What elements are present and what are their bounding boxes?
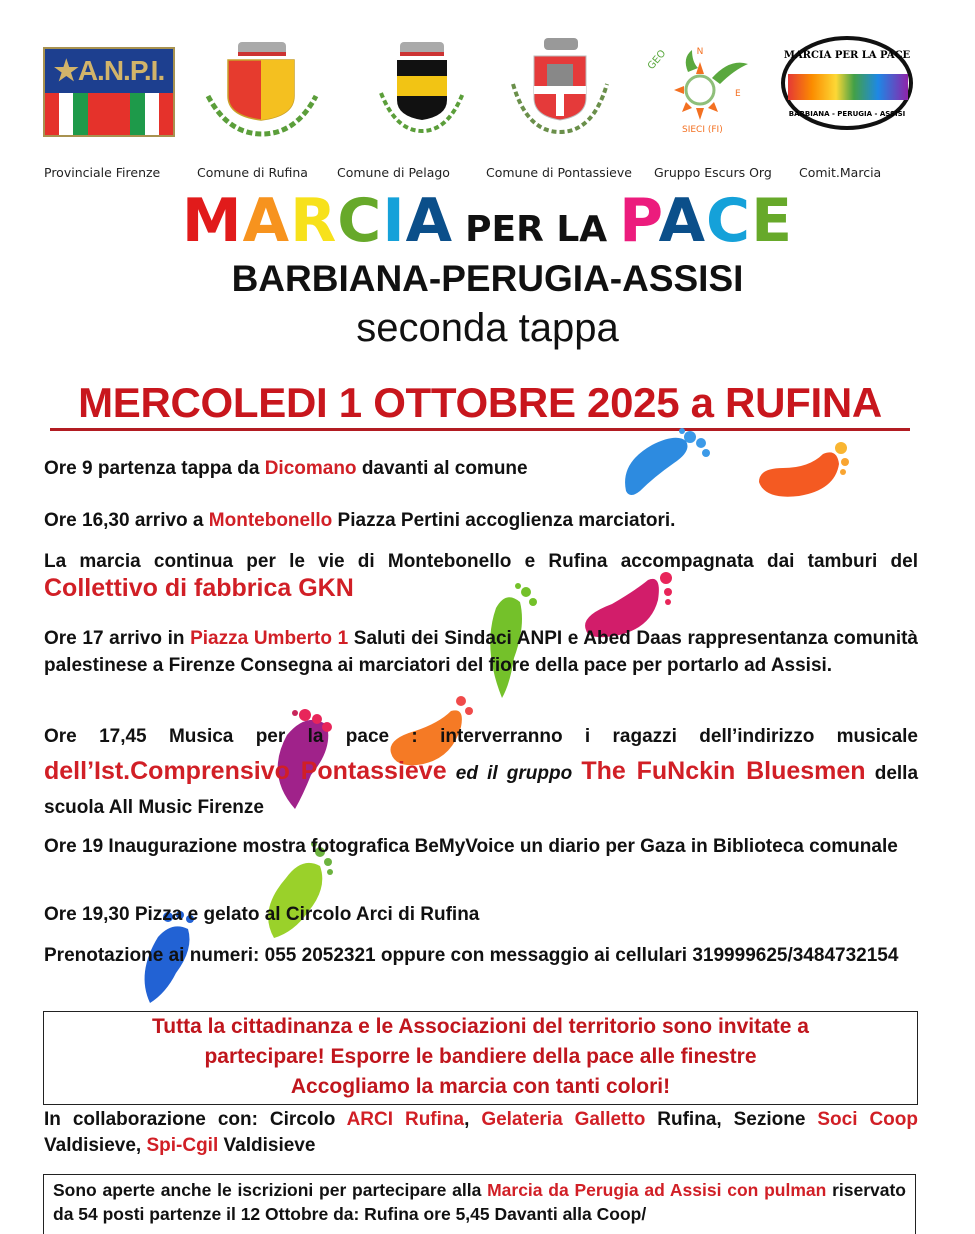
title-letter: A — [658, 186, 707, 256]
logo-row — [0, 30, 975, 150]
route-title: BARBIANA-PERUGIA-ASSISI — [231, 258, 744, 299]
title-letter: P — [619, 186, 659, 256]
caption-anpi: Provinciale Firenze — [44, 165, 161, 180]
title-letter: A — [242, 186, 291, 256]
program-item-departure: Ore 9 partenza tappa da Dicomano davanti al comune — [44, 458, 528, 479]
title-pace — [619, 186, 793, 256]
date-heading: MERCOLEDI 1 OTTOBRE 2025 a RUFINA — [50, 380, 910, 431]
sieci-text: SIECI (FI) — [682, 125, 723, 135]
program-item-arrival-piazza: Ore 17 arrivo in Piazza Umberto 1 Saluti dei Sindaci ANPI e Abed Daas rappresentanza comunità palestinese a Firenze Consegna ai marciatori del fiore della pace per portarlo ad Assisi. — [44, 628, 918, 676]
title-letter: M — [181, 186, 243, 256]
invite-line-2: partecipare! Esporre le bandiere della pace alle finestre — [204, 1045, 757, 1068]
title-letter: R — [290, 186, 338, 256]
tricolor-stripes — [45, 93, 173, 135]
anpi-logo-text: ★A.N.P.I. — [45, 49, 173, 93]
program-item-booking: Prenotazione ai numeri: 055 2052321 oppure con messaggio ai cellulari 319999625/3484732154 — [44, 945, 899, 966]
pelago-crest-icon — [375, 38, 470, 138]
title-letter: C — [706, 186, 752, 256]
title-per-la: PER LA — [465, 209, 608, 250]
title-letter: A — [405, 186, 454, 256]
caption-gruppo: Gruppo Escurs Org — [654, 165, 772, 180]
program-item-march-continues: La marcia continua per le vie di Montebonello e Rufina accompagnata dai tamburi del Collettivo di fabbrica GKN — [44, 551, 918, 602]
compass-n: N — [696, 47, 704, 57]
geo-text: GEO — [645, 48, 669, 72]
program-item-exhibition: Ore 19 Inaugurazione mostra fotografica BeMyVoice un diario per Gaza in Biblioteca comunale — [44, 836, 898, 857]
program-item-music: Ore 17,45 Musica per la pace : interverranno i ragazzi dell’indirizzo musicale dell’Ist.Comprensivo Pontassieve ed il gruppo The FuNckin Bluesmen della scuola All Music Firenze — [44, 726, 919, 818]
title-marcia — [182, 186, 453, 256]
invite-box — [43, 1011, 918, 1105]
stage-title: seconda tappa — [356, 306, 619, 350]
title-letter: I — [382, 186, 406, 256]
program-item-arrival-montebonello: Ore 16,30 arrivo a Montebonello Piazza Pertini accoglienza marciatori. — [44, 510, 676, 531]
compass-e: E — [735, 89, 741, 99]
marcia-logo-top-text: MARCIA PER LA PACE — [783, 50, 911, 61]
marcia-pace-logo-icon — [780, 34, 915, 132]
caption-comitato: Comit.Marcia — [799, 165, 882, 180]
main-title — [0, 186, 975, 256]
marcia-logo-bottom-text: BARBIANA - PERUGIA - ASSISI — [788, 110, 906, 118]
anpi-logo — [43, 47, 175, 137]
program-item-dinner: Ore 19,30 Pizza e gelato al Circolo Arci di Rufina — [44, 904, 480, 925]
caption-pontassieve: Comune di Pontassieve — [486, 165, 632, 180]
pontassieve-crest-icon — [507, 34, 612, 138]
bus-registration-box: Sono aperte anche le iscrizioni per partecipare alla Marcia da Perugia ad Assisi con pulman riservato da 54 posti partenze il 12 Ottobre da: Rufina ore 5,45 Davanti alla Coop/ — [43, 1174, 916, 1234]
gruppo-geo-logo-icon — [638, 42, 758, 137]
title-letter: E — [751, 186, 794, 256]
caption-rufina: Comune di Rufina — [197, 165, 308, 180]
title-letter: C — [337, 186, 383, 256]
rufina-crest-icon — [200, 38, 325, 138]
collaboration-text: In collaborazione con: Circolo ARCI Rufina, Gelateria Galletto Rufina, Sezione Soci Coop Valdisieve, Spi-Cgil Valdisieve — [44, 1109, 918, 1156]
caption-pelago: Comune di Pelago — [337, 165, 450, 180]
invite-line-1: Tutta la cittadinanza e le Associazioni del territorio sono invitate a — [152, 1015, 809, 1038]
invite-line-3: Accogliamo la marcia con tanti colori! — [290, 1075, 671, 1098]
